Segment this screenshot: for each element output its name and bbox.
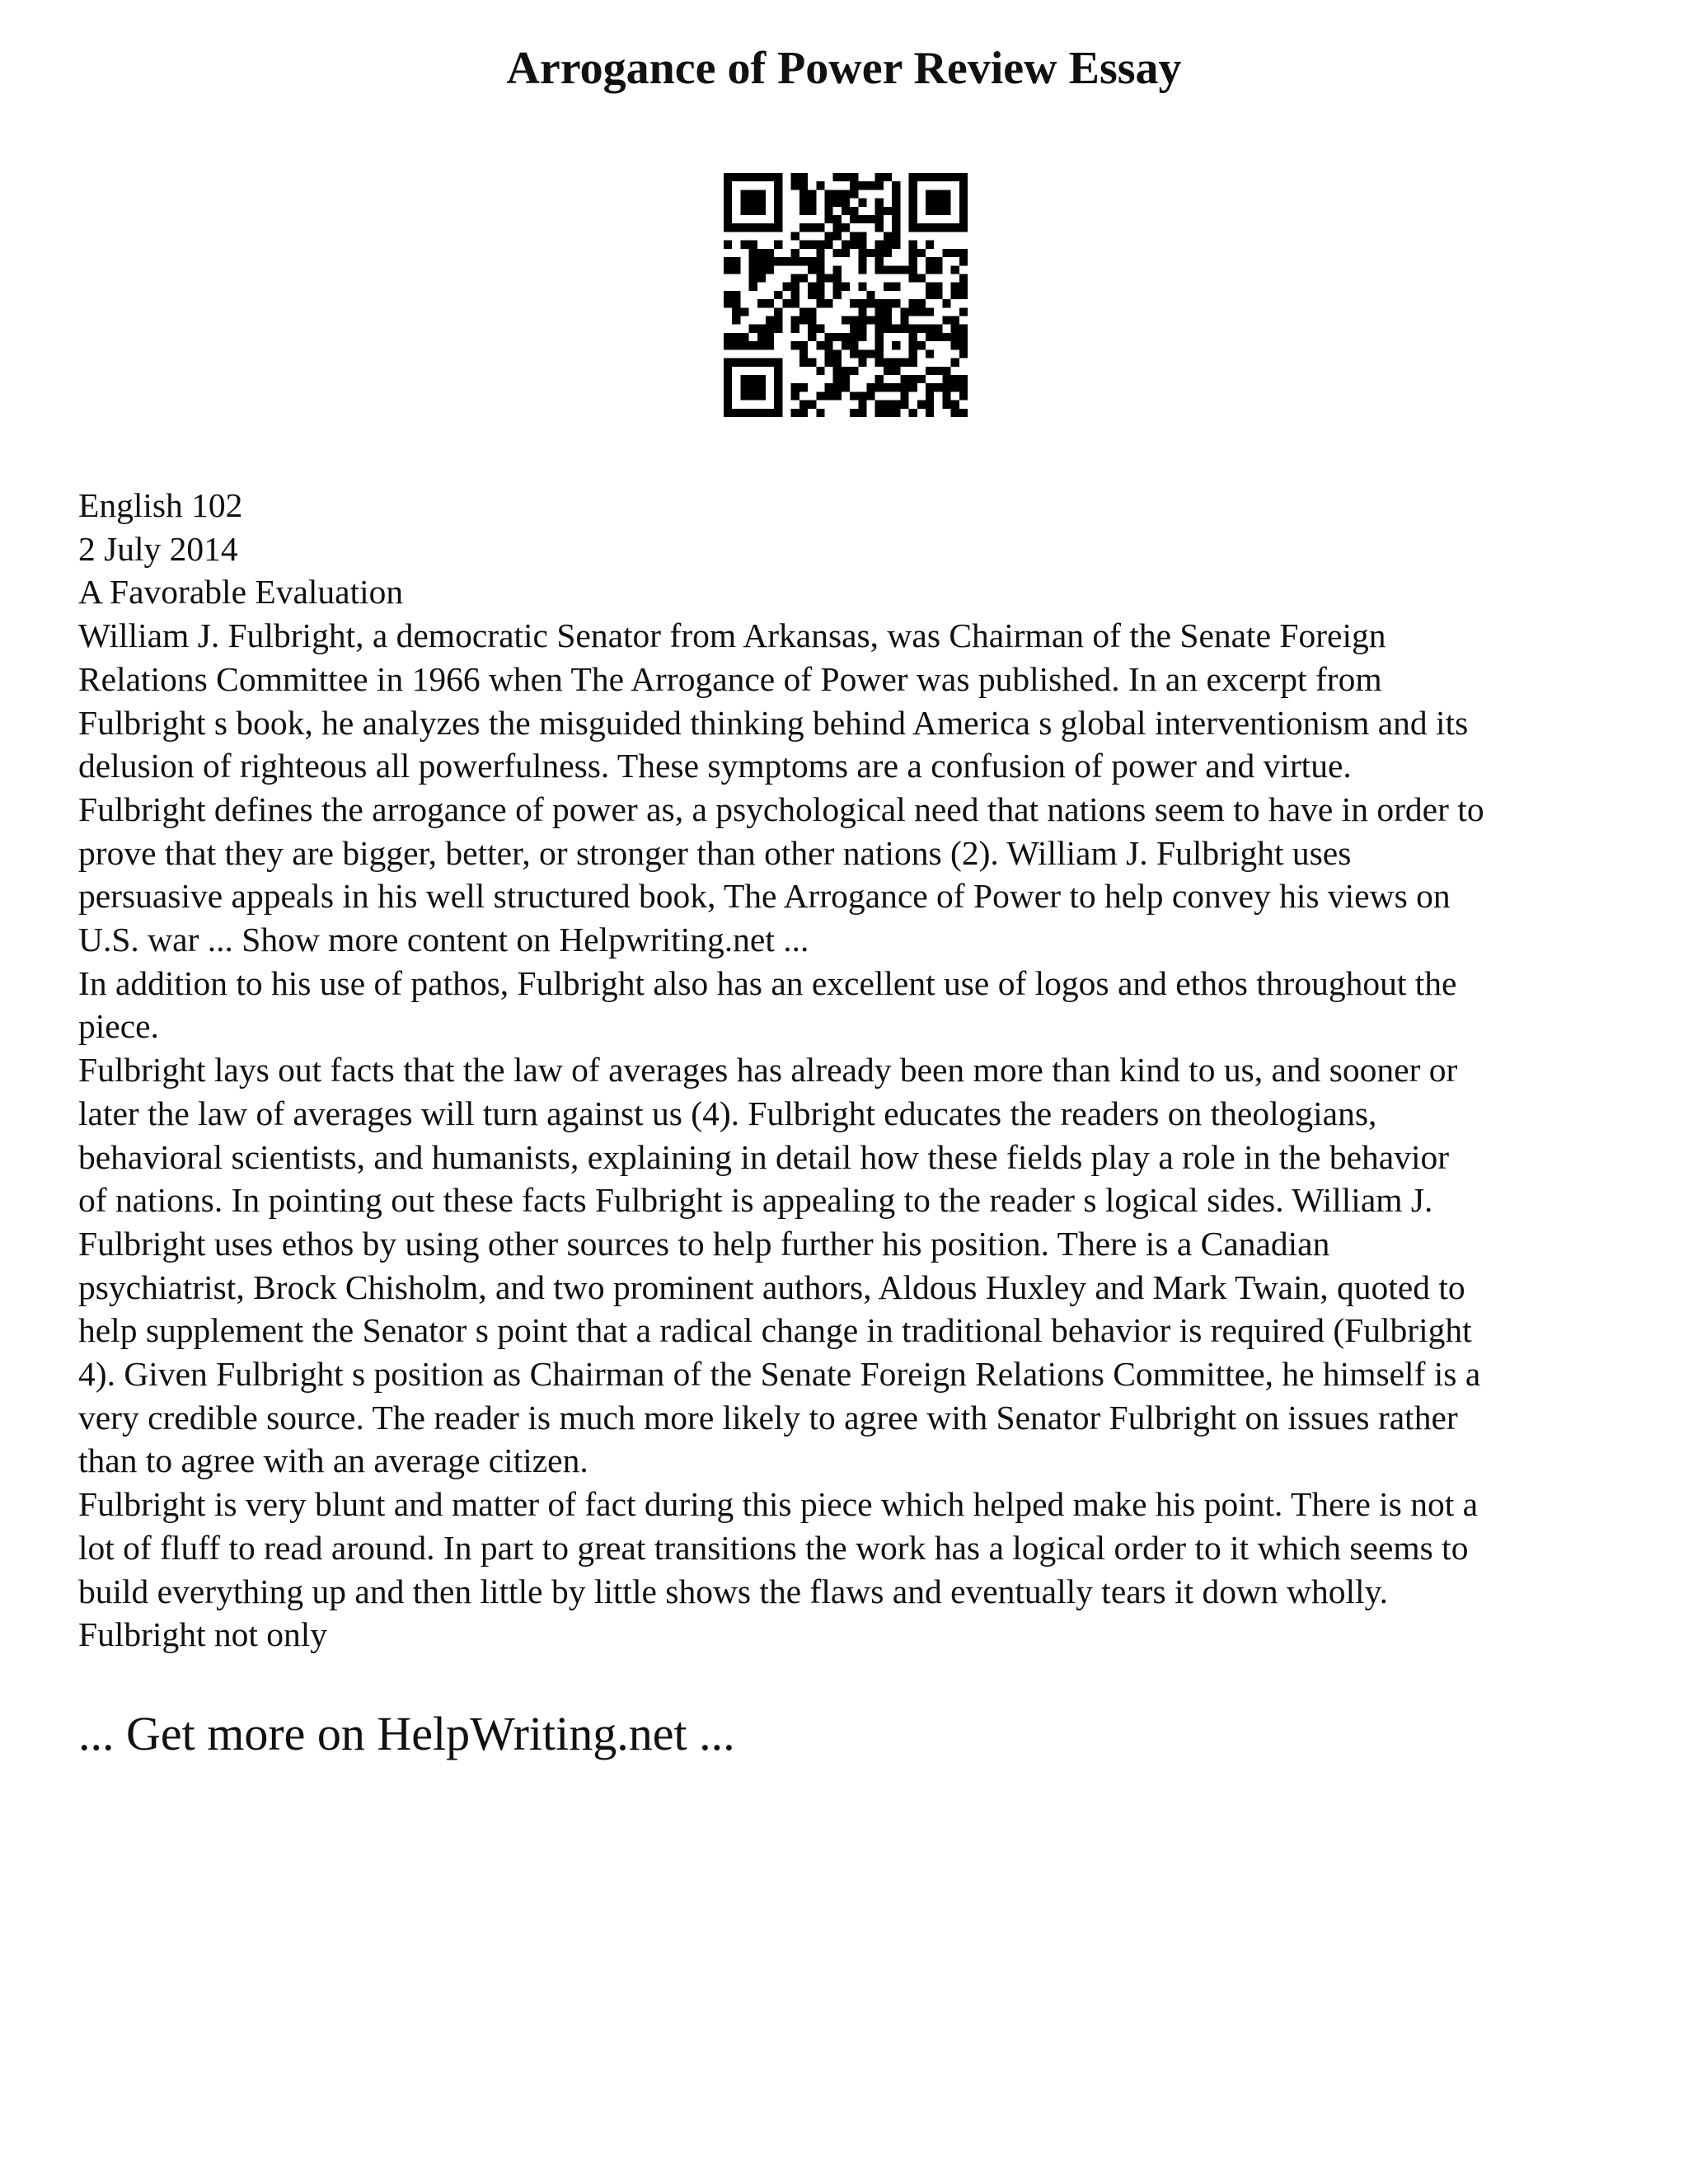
get-more-link[interactable]: ... Get more on HelpWriting.net ... [78,1707,735,1760]
qr-code-icon [724,173,968,417]
page-title: Arrogance of Power Review Essay [506,43,1182,94]
paragraph: Fulbright lays out facts that the law of averages has already been more than kind to us, and sooner or later the law of averages will turn against us (4). Fulbright educates the readers on theologians, behavioral scientists, and humanists, explaining in detail how these fields play a role in the behavior of nations. In pointing out these facts Fulbright is appealing to the reader s logical sides. William J. Fulbright uses ethos by using other sources to help further his position. There is a Canadian psychiatrist, Brock Chisholm, and two prominent authors, Aldous Huxley and Mark Twain, quoted to help supplement the Senator s point that a radical change in traditional behavior is required (Fulbright 4). Given Fulbright s position as Chairman of the Senate Foreign Relations Committee, he himself is a very credible source. The reader is much more likely to agree with Senator Fulbright on issues rather than to agree with an average citizen. [78,1051,1481,1480]
essay-body [78,484,1628,1657]
date-line: 2 July 2014 [78,529,238,568]
course-line: English 102 [78,486,243,524]
paragraph: Fulbright is very blunt and matter of fact during this piece which helped make his point. There is not a lot of fluff to read around. In part to great transitions the work has a logical order to it which seems to build everything up and then little by little shows the flaws and eventually tears it down wholly. Fulbright not only [78,1485,1479,1654]
essay-subtitle: A Favorable Evaluation [78,573,404,612]
paragraph: William J. Fulbright, a democratic Senator from Arkansas, was Chairman of the Senate Foreign Relations Committee in 1966 when The Arrogance of Power was published. In an excerpt from Fulbright s book, he analyzes the misguided thinking behind America s global interventionism and its delusion of righteous all powerfulness. These symptoms are a confusion of power and virtue. Fulbright defines the arrogance of power as, a psychological need that nations seem to have in order to prove that they are bigger, better, or stronger than other nations (2). William J. Fulbright uses persuasive appeals in his well structured book, The Arrogance of Power to help convey his views on U.S. war ... Show more content on Helpwriting.net ... [78,616,1484,959]
paragraph: In addition to his use of pathos, Fulbright also has an excellent use of logos and ethos throughout the piece. [78,963,1457,1046]
